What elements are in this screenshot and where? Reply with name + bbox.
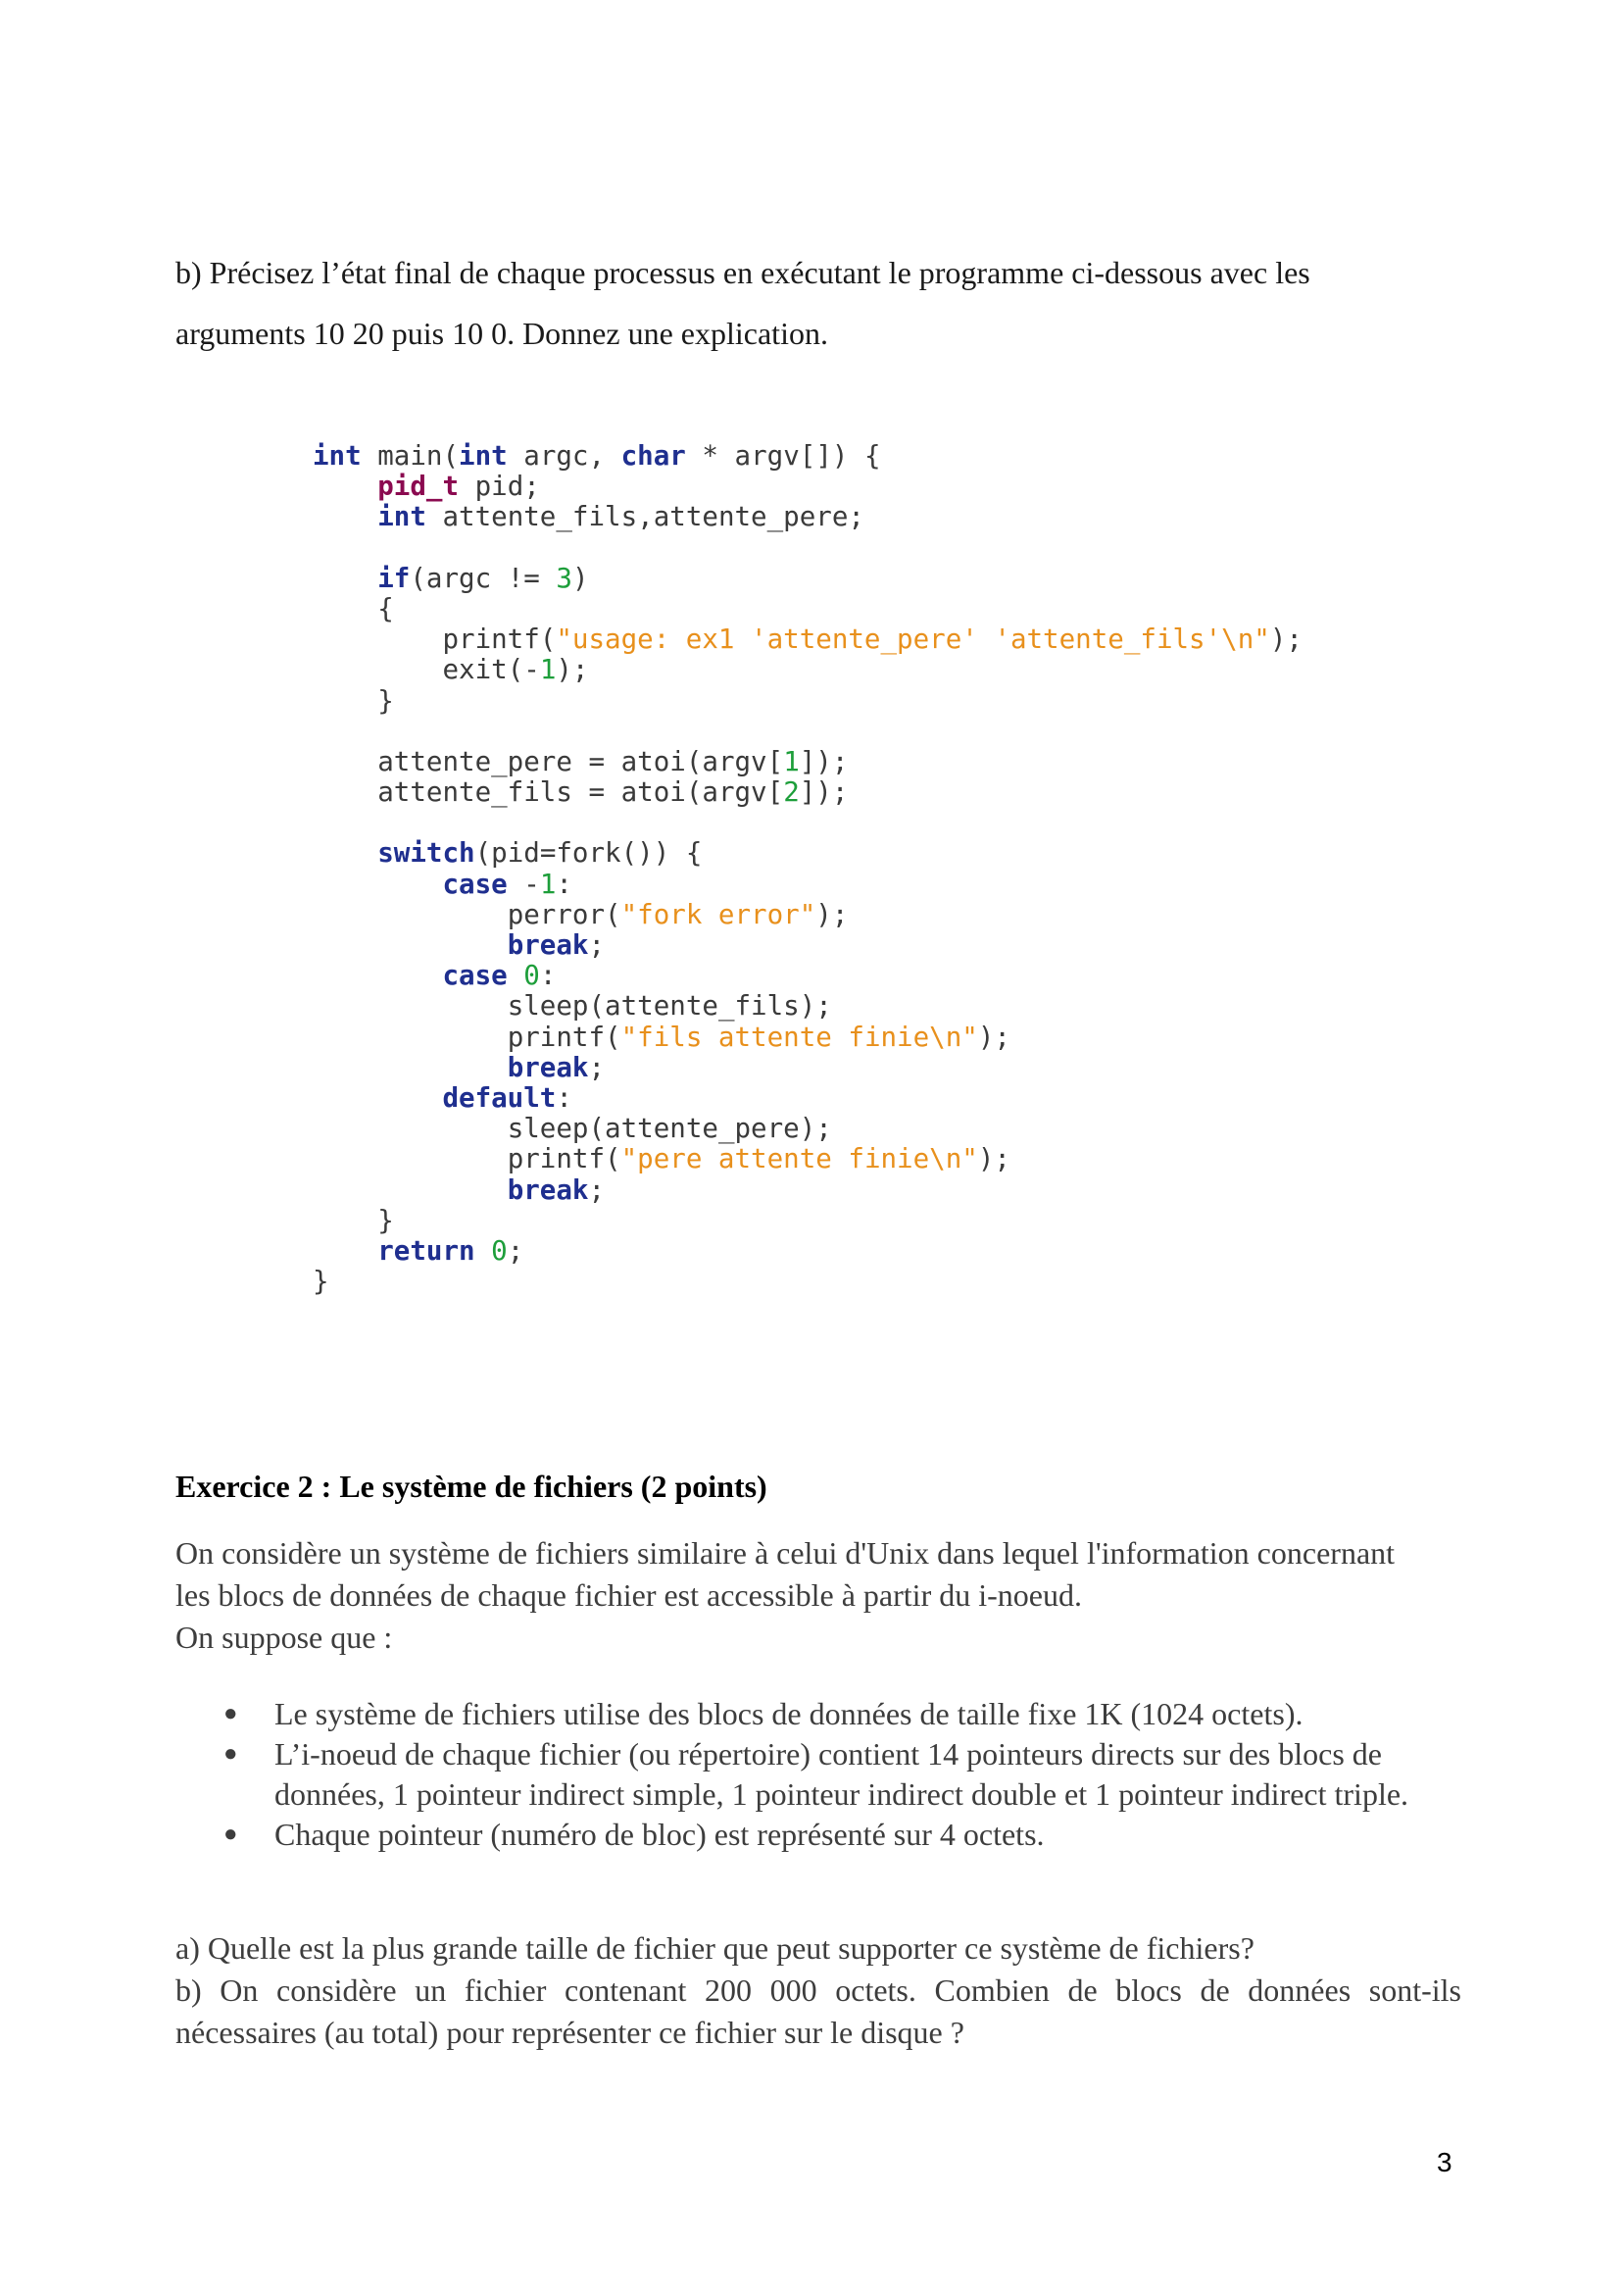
code-line: attente_fils = atoi(argv[2]); bbox=[377, 776, 849, 809]
code-line: break; bbox=[507, 1173, 606, 1206]
exercise-2-questions bbox=[175, 1927, 1461, 2054]
code-line: } bbox=[313, 1204, 394, 1236]
question-b-text: b) On considère un fichier contenant 200 000 octets. Combien de blocs de données sont-ils nécessaires (au total) pour représenter ce fichier sur le disque ? bbox=[175, 1972, 1461, 2050]
bullet-icon: ● bbox=[223, 1701, 238, 1726]
bullet-icon: ● bbox=[223, 1822, 238, 1847]
suppose-line: On suppose que : bbox=[175, 1620, 393, 1655]
bullet-icon: ● bbox=[223, 1741, 238, 1767]
code-line: printf("usage: ex1 'attente_pere' 'attente_fils'\n"); bbox=[442, 624, 1303, 656]
code-line: } bbox=[313, 684, 394, 717]
code-line: perror("fork error"); bbox=[507, 898, 849, 930]
code-line: if(argc != 3) bbox=[377, 562, 589, 594]
intro-line-1: On considère un système de fichiers similaire à celui d'Unix dans lequel l'information concernant bbox=[175, 1535, 1396, 1571]
code-line: pid_t pid; bbox=[377, 471, 540, 503]
code-line: { bbox=[313, 592, 394, 624]
list-item-text: Le système de fichiers utilise des blocs de données de taille fixe 1K (1024 octets). bbox=[274, 1696, 1303, 1731]
question-b-line-2: arguments 10 20 puis 10 0. Donnez une explication. bbox=[175, 316, 828, 351]
code-line: printf("pere attente finie\n"); bbox=[507, 1143, 1010, 1175]
assumptions-list bbox=[175, 1694, 1461, 1855]
code-line bbox=[313, 533, 1303, 564]
exercise-2-title: Exercice 2 : Le système de fichiers (2 points) bbox=[175, 1469, 767, 1504]
code-line: printf("fils attente finie\n"); bbox=[507, 1021, 1010, 1053]
code-line: switch(pid=fork()) { bbox=[377, 837, 703, 870]
question-a-text: a) Quelle est la plus grande taille de fichier que peut supporter ce système de fichiers? bbox=[175, 1930, 1254, 1966]
code-listing bbox=[313, 441, 1303, 1297]
code-line: return 0; bbox=[377, 1234, 524, 1267]
code-line: case 0: bbox=[442, 960, 557, 992]
list-item bbox=[175, 1734, 1461, 1815]
code-line: break; bbox=[507, 929, 606, 961]
code-line: int main(int argc, char * argv[]) { bbox=[313, 440, 881, 472]
intro-line-2: les blocs de données de chaque fichier est accessible à partir du i-noeud. bbox=[175, 1577, 1082, 1613]
code-line bbox=[313, 717, 1303, 747]
code-line: default: bbox=[442, 1081, 572, 1114]
question-b-line-1: b) Précisez l’état final de chaque processus en exécutant le programme ci-dessous avec les bbox=[175, 255, 1310, 290]
question-b-paragraph bbox=[175, 242, 1461, 364]
code-line: break; bbox=[507, 1051, 606, 1083]
code-line: } bbox=[313, 1266, 329, 1298]
code-line: int attente_fils,attente_pere; bbox=[377, 501, 864, 533]
code-line bbox=[313, 808, 1303, 838]
list-item-text: L’i-noeud de chaque fichier (ou répertoire) contient 14 pointeurs directs sur des blocs de données, 1 pointeur indirect simple, 1 pointeur indirect double et 1 pointeur indirect triple. bbox=[274, 1736, 1409, 1812]
code-line: attente_pere = atoi(argv[1]); bbox=[377, 745, 849, 777]
code-line: exit(-1); bbox=[442, 654, 589, 686]
exercise-2-intro bbox=[175, 1532, 1461, 1659]
code-line: sleep(attente_fils); bbox=[507, 990, 832, 1023]
list-item-text: Chaque pointeur (numéro de bloc) est représenté sur 4 octets. bbox=[274, 1817, 1045, 1852]
code-line: case -1: bbox=[442, 868, 572, 900]
page-number: 3 bbox=[1437, 2147, 1452, 2177]
list-item bbox=[175, 1694, 1461, 1734]
code-line: sleep(attente_pere); bbox=[507, 1113, 832, 1145]
list-item bbox=[175, 1815, 1461, 1855]
